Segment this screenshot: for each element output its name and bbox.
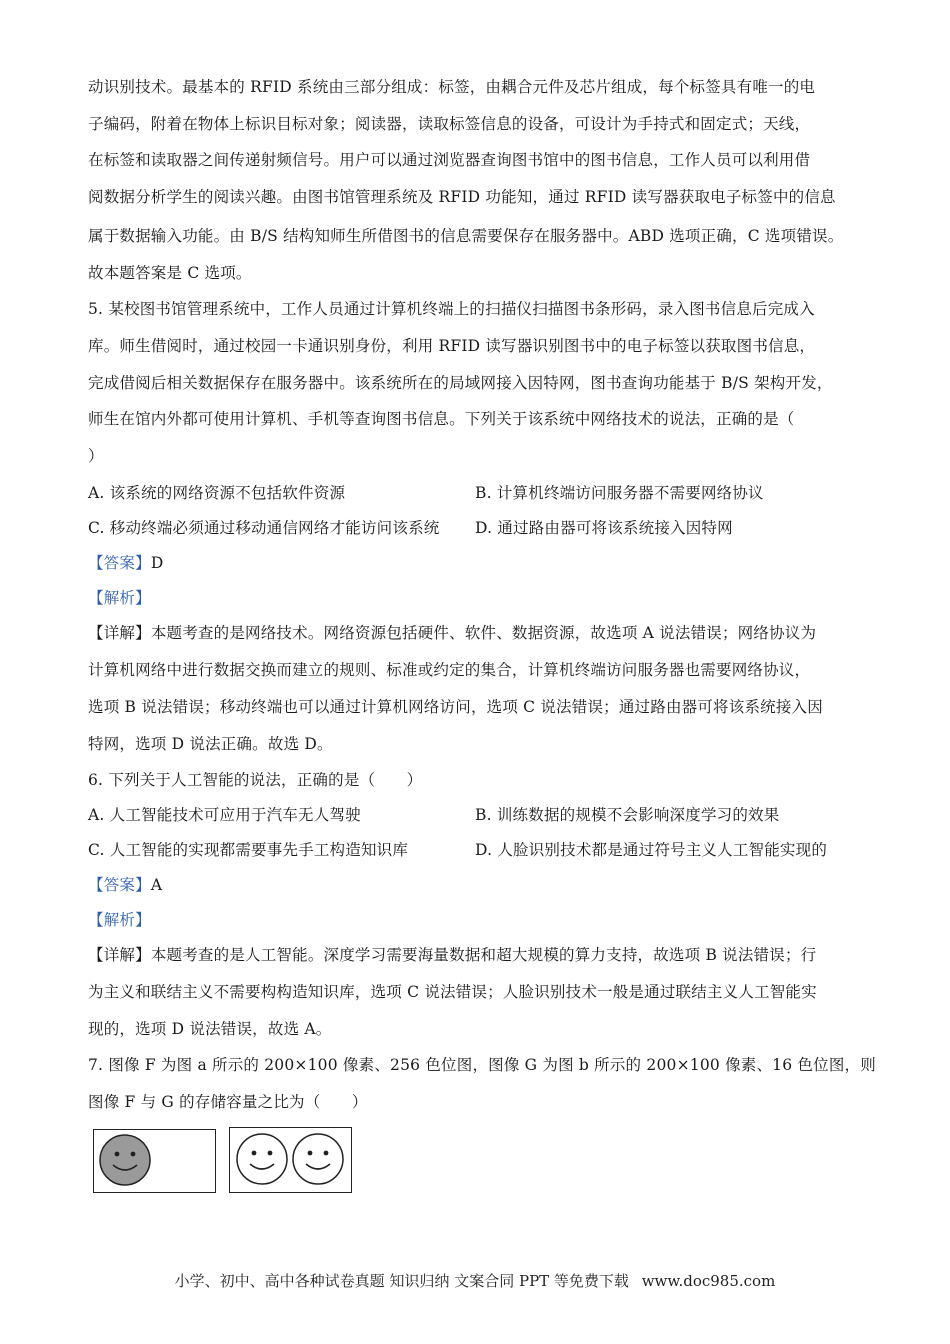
figure-images [93, 1127, 355, 1193]
detail-tag: 【详解】 [88, 946, 151, 964]
figure-a [93, 1129, 216, 1193]
text-line: 故本题答案是 C 选项。 [88, 264, 252, 282]
q6-option-a: A. 人工智能技术可应用于汽车无人驾驶 [88, 806, 361, 824]
question-5-line: 库。师生借阅时，通过校园一卡通识别身份，利用 RFID 读写器识别图书中的电子标签以获取图书信息， [88, 337, 816, 355]
question-7-line: 7. 图像 F 为图 a 所示的 200×100 像素、256 色位图，图像 G 为图 b 所示的 200×100 像素、16 色位图，则 [88, 1056, 876, 1074]
q6-analysis-tag: 【解析】 [88, 911, 151, 929]
q5-answer [88, 553, 163, 573]
q5-option-b: B. 计算机终端访问服务器不需要网络协议 [475, 484, 764, 502]
q5-detail-line [88, 623, 816, 643]
answer-value: D [150, 554, 164, 572]
detail-tag: 【详解】 [88, 624, 151, 642]
figure-b [229, 1127, 352, 1193]
q6-detail-line: 为主义和联结主义不需要构构造知识库，选项 C 说法错误；人脸识别技术一般是通过联结主义人工智能实 [88, 983, 817, 1001]
detail-text: 本题考查的是人工智能。深度学习需要海量数据和超大规模的算力支持，故选项 B 说法错误；行 [150, 946, 817, 964]
text-line: 子编码，附着在物体上标识目标对象；阅读器，读取标签信息的设备，可设计为手持式和固定式；天线， [88, 115, 811, 133]
q5-option-d: D. 通过路由器可将该系统接入因特网 [475, 519, 733, 537]
q6-option-b: B. 训练数据的规模不会影响深度学习的效果 [475, 806, 780, 824]
q5-option-a: A. 该系统的网络资源不包括软件资源 [88, 484, 346, 502]
smiley-face-gray-icon [94, 1130, 215, 1192]
q6-option-d: D. 人脸识别技术都是通过符号主义人工智能实现的 [475, 841, 828, 859]
q5-analysis-tag: 【解析】 [88, 589, 151, 607]
text-line: 阅数据分析学生的阅读兴趣。由图书馆管理系统及 RFID 功能知，通过 RFID 读写器获取电子标签中的信息 [88, 188, 836, 206]
question-5-line: 完成借阅后相关数据保存在服务器中。该系统所在的局域网接入因特网，图书查询功能基于 B/S 架构开发， [88, 374, 833, 392]
page-footer [0, 1270, 950, 1291]
question-5-line: 5. 某校图书馆管理系统中，工作人员通过计算机终端上的扫描仪扫描图书条形码，录入图书信息后完成入 [88, 300, 815, 318]
text-line: 动识别技术。最基本的 RFID 系统由三部分组成：标签，由耦合元件及芯片组成，每个标签具有唯一的电 [88, 78, 816, 96]
question-5-line: ） [88, 447, 104, 465]
footer-text: 小学、初中、高中各种试卷真题 知识归纳 文案合同 PPT 等免费下载 [174, 1272, 629, 1290]
answer-tag: 【答案】 [88, 876, 151, 894]
q6-detail-line [88, 945, 816, 965]
q5-detail-line: 特网，选项 D 说法正确。故选 D。 [88, 735, 333, 753]
question-6-line: 6. 下列关于人工智能的说法，正确的是（ ） [88, 771, 423, 789]
text-line: 属于数据输入功能。由 B/S 结构知师生所借图书的信息需要保存在服务器中。ABD 选项正确，C 选项错误。 [88, 227, 844, 245]
answer-tag: 【答案】 [88, 554, 151, 572]
question-5-line: 师生在馆内外都可使用计算机、手机等查询图书信息。下列关于该系统中网络技术的说法，正确的是（ [88, 410, 795, 428]
answer-value: A [150, 876, 163, 894]
smiley-faces-outline-icon [230, 1128, 351, 1192]
detail-text: 本题考查的是网络技术。网络资源包括硬件、软件、数据资源，故选项 A 说法错误；网络协议为 [150, 624, 817, 642]
q6-detail-line: 现的，选项 D 说法错误，故选 A。 [88, 1020, 332, 1038]
footer-link[interactable]: www.doc985.com [641, 1272, 776, 1290]
q5-detail-line: 计算机网络中进行数据交换而建立的规则、标准或约定的集合，计算机终端访问服务器也需要网络协议， [88, 661, 811, 679]
q6-option-c: C. 人工智能的实现都需要事先手工构造知识库 [88, 841, 409, 859]
text-line: 在标签和读取器之间传递射频信号。用户可以通过浏览器查询图书馆中的图书信息，工作人员可以利用借 [88, 151, 811, 169]
q6-answer [88, 875, 162, 895]
q5-detail-line: 选项 B 说法错误；移动终端也可以通过计算机网络访问，选项 C 说法错误；通过路由器可将该系统接入因 [88, 698, 823, 716]
q5-option-c: C. 移动终端必须通过移动通信网络才能访问该系统 [88, 519, 440, 537]
question-7-line: 图像 F 与 G 的存储容量之比为（ ） [88, 1093, 368, 1111]
